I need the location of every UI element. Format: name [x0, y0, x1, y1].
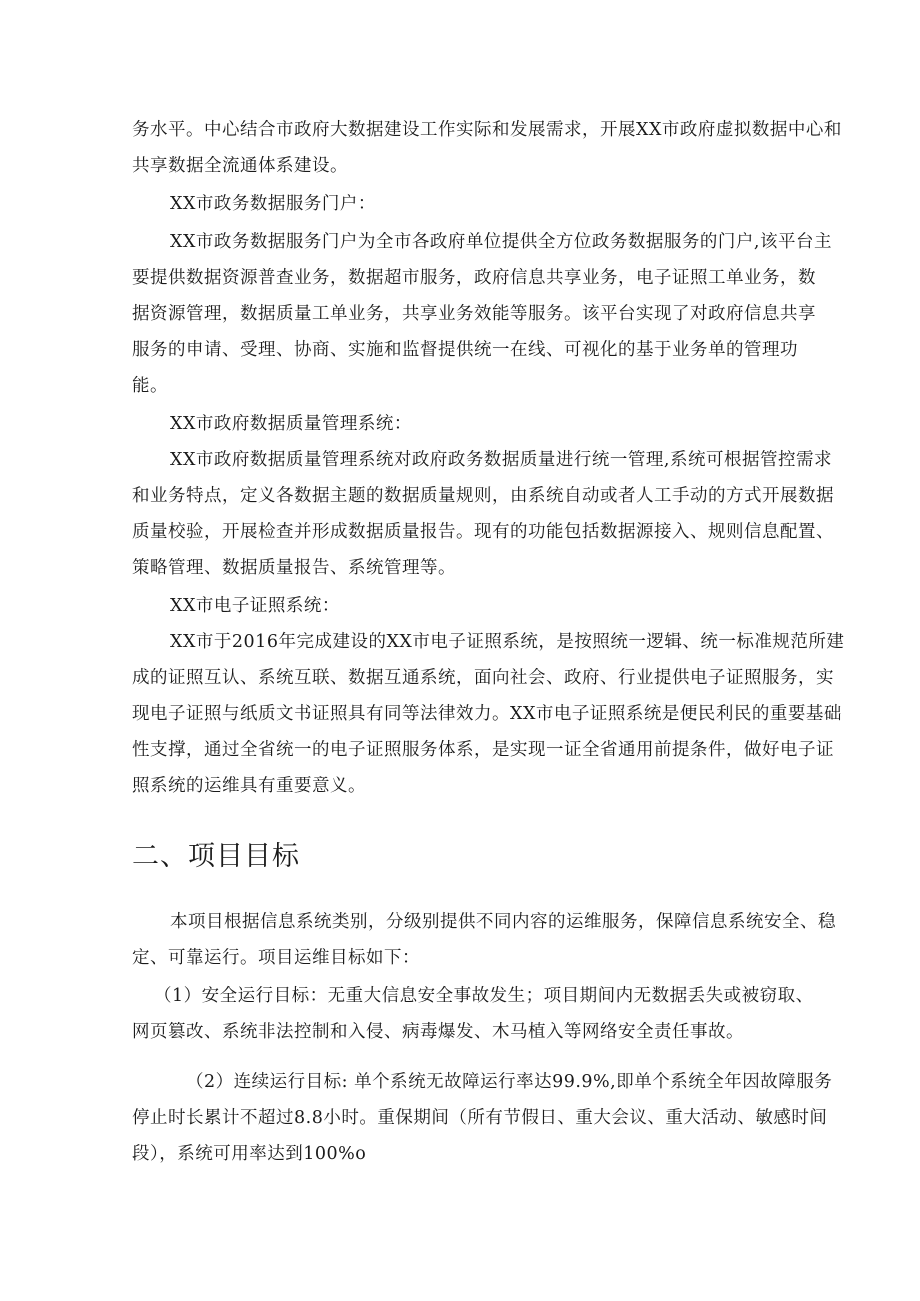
- paragraph-line: 能。: [132, 376, 168, 396]
- paragraph-line: 务水平。中心结合市政府大数据建设工作实际和发展需求，开展XX市政府虚拟数据中心和: [132, 120, 842, 140]
- section-title-license: XX市电子证照系统：: [170, 596, 340, 616]
- section-title-quality: XX市政府数据质量管理系统：: [170, 414, 412, 434]
- paragraph-line: XX市政府数据质量管理系统对政府政务数据质量进行统一管理,系统可根据管控需求: [170, 450, 832, 470]
- paragraph-line: 现电子证照与纸质文书证照具有同等法律效力。XX市电子证照系统是便民利民的重要基础: [132, 704, 842, 724]
- paragraph-line: 段），系统可用率达到100%o: [132, 1144, 367, 1164]
- section-title-portal: XX市政务数据服务门户：: [170, 194, 376, 214]
- paragraph-line: 定、可靠运行。项目运维目标如下：: [132, 948, 420, 968]
- goal-item-continuity: （2）连续运行目标: 单个系统无故障运行率达99.9%,即单个系统全年因故障服务: [186, 1072, 833, 1092]
- paragraph-line: XX市政务数据服务门户为全市各政府单位提供全方位政务数据服务的门户,该平台主: [170, 232, 832, 252]
- paragraph-line: 策略管理、数据质量报告、系统管理等。: [132, 558, 456, 578]
- paragraph-line: 据资源管理，数据质量工单业务，共享业务效能等服务。该平台实现了对政府信息共享: [132, 304, 816, 324]
- paragraph-line: 质量校验，开展检查并形成数据质量报告。现有的功能包括数据源接入、规则信息配置、: [132, 522, 834, 542]
- paragraph-line: 服务的申请、受理、协商、实施和监督提供统一在线、可视化的基于业务单的管理功: [132, 340, 798, 360]
- section-heading: 二、项目目标: [132, 841, 300, 872]
- paragraph-line: 本项目根据信息系统类别，分级别提供不同内容的运维服务，保障信息系统安全、稳: [170, 912, 836, 932]
- paragraph-line: 成的证照互认、系统互联、数据互通系统，面向社会、政府、行业提供电子证照服务，实: [132, 668, 834, 688]
- paragraph-line: 网页篡改、系统非法控制和入侵、病毒爆发、木马植入等网络安全责任事故。: [132, 1022, 744, 1042]
- paragraph-line: 共享数据全流通体系建设。: [132, 156, 348, 176]
- paragraph-line: 性支撑，通过全省统一的电子证照服务体系，是实现一证全省通用前提条件，做好电子证: [132, 740, 834, 760]
- paragraph-line: 要提供数据资源普查业务，数据超市服务，政府信息共享业务，电子证照工单业务，数: [132, 268, 816, 288]
- paragraph-line: 停止时长累计不超过8.8小时。重保期间（所有节假日、重大会议、重大活动、敏感时间: [132, 1108, 828, 1128]
- paragraph-line: XX市于2016年完成建设的XX市电子证照系统，是按照统一逻辑、统一标准规范所建: [170, 632, 845, 652]
- goal-item-security: （1）安全运行目标：无重大信息安全事故发生；项目期间内无数据丢失或被窃取、: [154, 986, 814, 1006]
- paragraph-line: 和业务特点，定义各数据主题的数据质量规则，由系统自动或者人工手动的方式开展数据: [132, 486, 834, 506]
- paragraph-line: 照系统的运维具有重要意义。: [132, 776, 366, 796]
